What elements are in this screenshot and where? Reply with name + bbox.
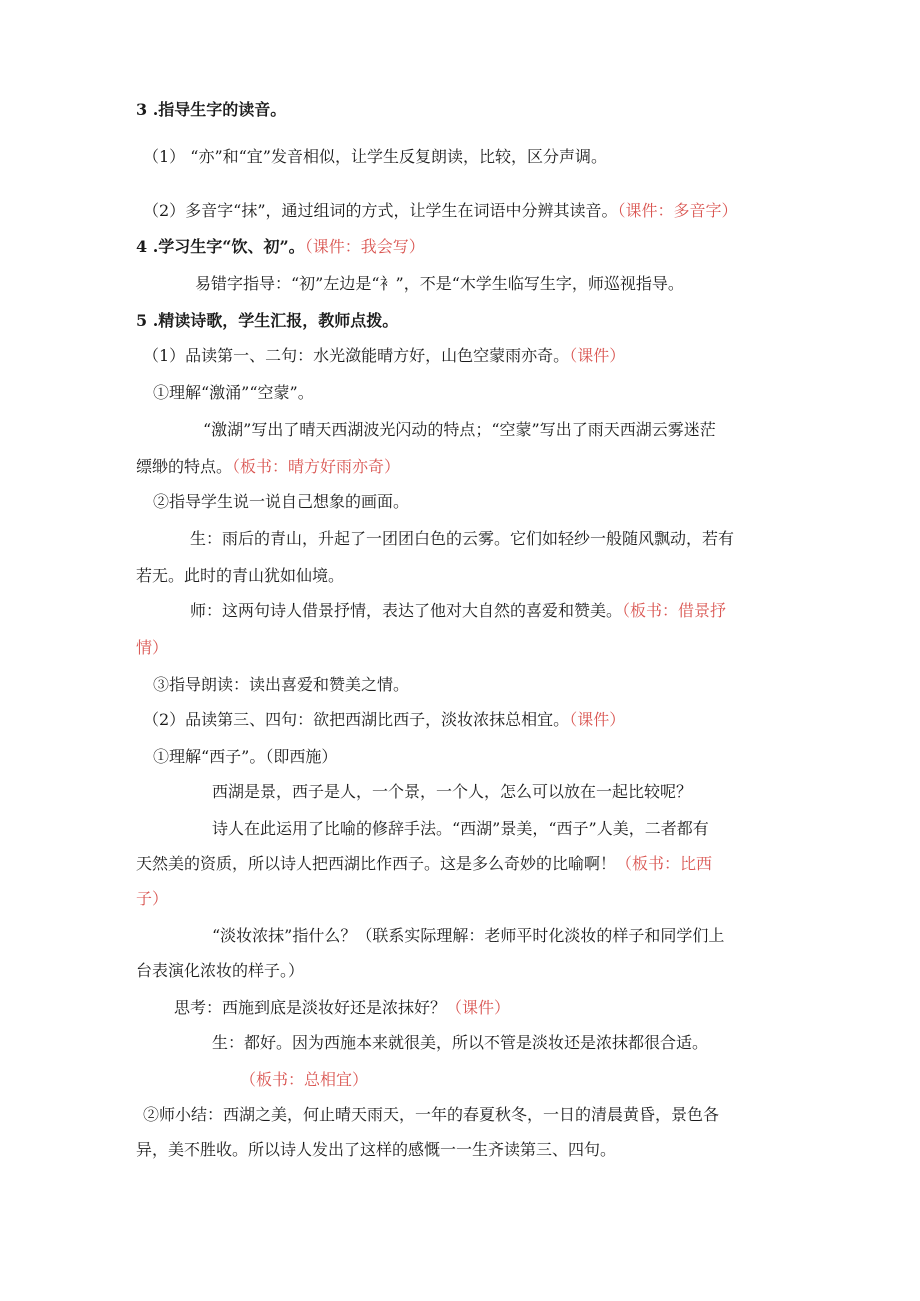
- paragraph-2-duoyinzi: （2）多音字“抹”，通过组词的方式，让学生在词语中分辨其读音。（课件：多音字）: [143, 201, 738, 220]
- paragraph-sikao: 思考：西施到底是淡妆好还是浓抹好？（课件）: [174, 998, 511, 1017]
- paragraph-xihu-question: 西湖是景，西子是人，一个景，一个人，怎么可以放在一起比较呢？: [212, 782, 693, 801]
- courseware-note: （课件：多音字）: [617, 201, 738, 220]
- heading-3: 3 .指导生字的读音。: [136, 100, 287, 119]
- heading-4: 4 .学习生字“饮、初”。（课件：我会写）: [136, 237, 425, 256]
- paragraph-sheng-line2: 若无。此时的青山犹如仙境。: [136, 566, 345, 585]
- paragraph-sheng-line1: 生：雨后的青山，升起了一团团白色的云雾。它们如轻纱一般随风飘动，若有: [190, 529, 735, 548]
- paragraph-biyu-line1: 诗人在此运用了比喻的修辞手法。“西湖”景美，“西子”人美，二者都有: [212, 819, 709, 838]
- paragraph-xiaojie-line2: 异，美不胜收。所以诗人发出了这样的感慨一一生齐读第三、四句。: [136, 1140, 617, 1159]
- paragraph-lijie-1: ①理解“激涌”“空蒙”。: [153, 383, 314, 402]
- paragraph-pindu-1: （1）品读第一、二句：水光潋能晴方好，山色空蒙雨亦奇。（课件）: [143, 346, 626, 365]
- blackboard-note: （板书：借景抒: [622, 601, 727, 620]
- courseware-note: （课件：我会写）: [304, 237, 425, 256]
- paragraph-danzhuang-line1: “淡妆浓抹”指什么？（联系实际理解：老师平时化淡妆的样子和同学们上: [212, 926, 725, 945]
- paragraph-jihu-line2: 缥缈的特点。（板书：晴方好雨亦奇）: [136, 457, 401, 476]
- blackboard-note-continued: 子）: [136, 889, 169, 908]
- heading-5: 5 .精读诗歌，学生汇报，教师点拨。: [136, 311, 399, 330]
- paragraph-shi-line1: 师：这两句诗人借景抒情，表达了他对大自然的喜爱和赞美。（板书：借景抒: [190, 601, 727, 620]
- courseware-note: （课件）: [446, 998, 511, 1017]
- blackboard-note-continued: 情）: [136, 638, 169, 657]
- paragraph-yicuozi: 易错字指导：“初”左边是“衤”，不是“木学生临写生字，师巡视指导。: [195, 274, 684, 293]
- paragraph-lijie-xizi: ①理解“西子”。（即西施）: [153, 747, 338, 766]
- blackboard-note: （板书：比西: [616, 854, 713, 873]
- blackboard-note-zongxiangyi: （板书：总相宜）: [240, 1070, 369, 1089]
- blackboard-note: （板书：晴方好雨亦奇）: [232, 457, 401, 476]
- paragraph-sheng-dou-hao: 生：都好。因为西施本来就很美，所以不管是淡妆还是浓抹都很合适。: [212, 1033, 709, 1052]
- paragraph-langdu-3: ③指导朗读：读出喜爱和赞美之情。: [153, 675, 410, 694]
- paragraph-1-yi-yi: （1） “亦”和“宜”发音相似，让学生反复朗读，比较，区分声调。: [143, 147, 607, 166]
- courseware-note: （课件）: [569, 346, 626, 365]
- courseware-note: （课件）: [569, 710, 626, 729]
- paragraph-jihu-line1: “激湖”写出了晴天西湖波光闪动的特点；“空蒙”写出了雨天西湖云雾迷茫: [203, 420, 716, 439]
- paragraph-danzhuang-line2: 台表演化浓妆的样子。）: [136, 961, 305, 980]
- paragraph-biyu-line2: 天然美的资质，所以诗人把西湖比作西子。这是多么奇妙的比喻啊！（板书：比西: [136, 854, 713, 873]
- paragraph-zhidao-2: ②指导学生说一说自己想象的画面。: [153, 492, 410, 511]
- paragraph-pindu-2: （2）品读第三、四句：欲把西湖比西子，淡妆浓抹总相宜。（课件）: [143, 710, 626, 729]
- paragraph-xiaojie-line1: ②师小结：西湖之美，何止晴天雨天，一年的春夏秋冬，一日的清晨黄昏，景色各: [143, 1105, 720, 1124]
